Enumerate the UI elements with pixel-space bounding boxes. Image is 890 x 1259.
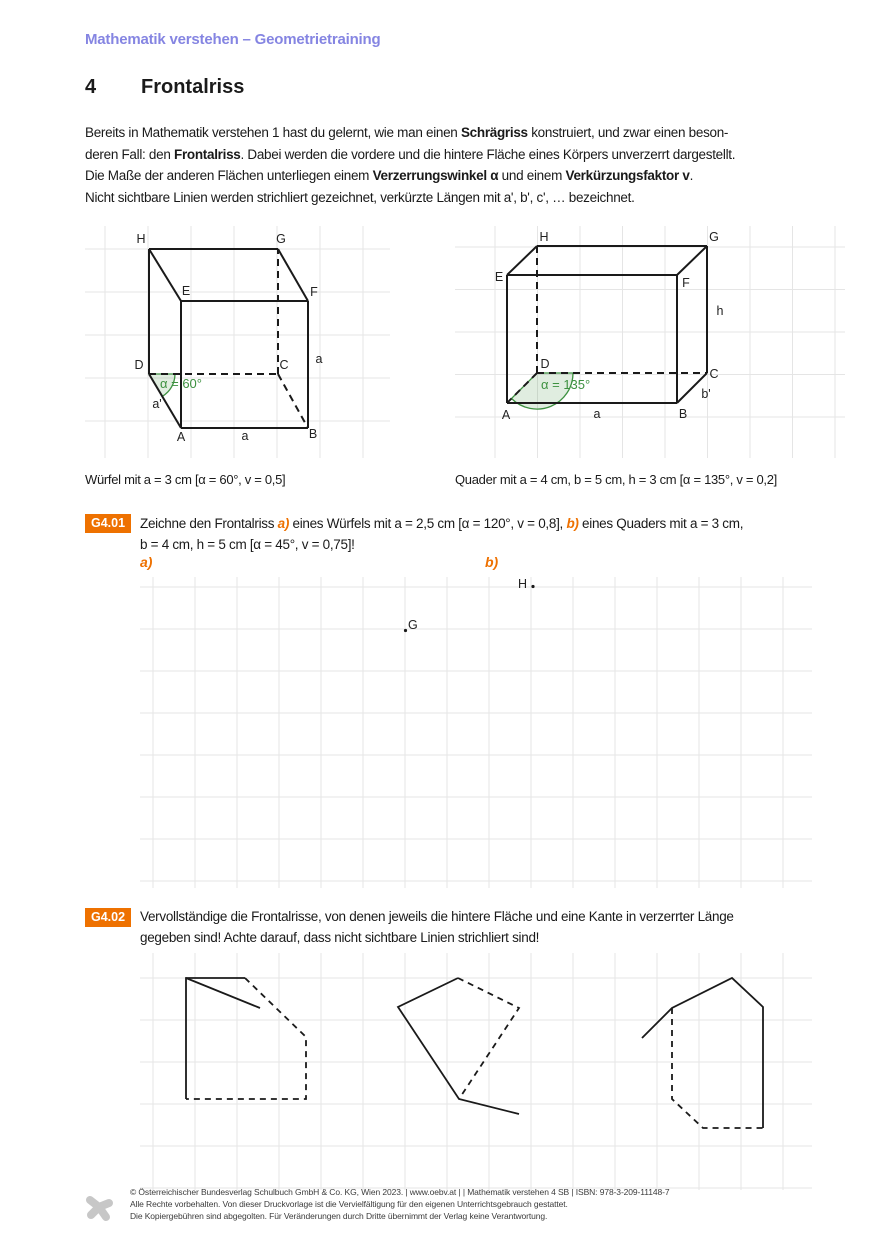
point-dot — [531, 585, 534, 588]
part-a-label: a) — [140, 554, 153, 570]
vertex-label-H: H — [136, 232, 146, 246]
intro-line-4: Nicht sichtbare Linien werden strichliert gezeichnet, verkürzte Längen mit a', b', c', … bezeichnet. — [85, 189, 635, 205]
given-point-G — [404, 618, 418, 632]
vertex-label-H: H — [539, 230, 549, 244]
intro-line-1: Bereits in Mathematik verstehen 1 hast du gelernt, wie man einen Schrägriss konstruiert, und zwar einen beson- — [85, 125, 729, 140]
vertex-label-A: A — [501, 408, 511, 422]
g402-drawing-grid — [140, 953, 812, 1190]
vertex-label-D: D — [540, 357, 550, 371]
g401-drawing-grid — [140, 577, 812, 888]
edge-label-b-prime: b' — [701, 387, 711, 401]
vertex-label-A: A — [176, 430, 186, 444]
part-b-label: b) — [485, 554, 499, 570]
cube-caption: Würfel mit a = 3 cm [α = 60°, v = 0,5] — [85, 472, 286, 487]
exercise-g401-line-2: b = 4 cm, h = 5 cm [α = 45°, v = 0,75]! — [140, 537, 355, 552]
exercise-g402-text — [140, 906, 734, 948]
partial-figure-2 — [398, 978, 519, 1114]
vertex-label-C: C — [279, 358, 289, 372]
chapter-title: Frontalriss — [141, 76, 245, 98]
cube-vertex-labels — [134, 232, 322, 444]
page-title — [85, 76, 244, 99]
exercise-g402-line-2: gegeben sind! Achte darauf, dass nicht sichtbare Linien strichliert sind! — [140, 930, 540, 945]
series-title: Mathematik verstehen – Geometrietraining — [85, 31, 381, 48]
angle-label-135deg: α = 135° — [541, 377, 591, 392]
vertex-label-B: B — [678, 407, 688, 421]
exercise-badge-g402: G4.02 — [85, 908, 131, 927]
given-point-H — [518, 577, 535, 591]
exercise-badge-g401: G4.01 — [85, 514, 131, 533]
grid-paper — [85, 226, 390, 458]
vertex-label-E: E — [494, 270, 504, 284]
partial-figure-1 — [186, 978, 306, 1099]
cuboid-caption: Quader mit a = 4 cm, b = 5 cm, h = 3 cm [α = 135°, v = 0,2] — [455, 472, 777, 487]
grid-paper — [140, 577, 812, 888]
vertex-label-F: F — [310, 285, 318, 299]
vertex-label-B: B — [308, 427, 318, 441]
intro-paragraph — [85, 122, 735, 208]
vertex-label-G: G — [709, 230, 719, 244]
vertex-label-F: F — [682, 276, 690, 290]
angle-label-60deg: α = 60° — [160, 376, 202, 391]
exercise-g402-line-1: Vervollständige die Frontalrisse, von denen jeweils die hintere Fläche und eine Kante in verzerrter Länge — [140, 909, 734, 924]
point-label: H — [518, 577, 528, 591]
footer-line-2: Alle Rechte vorbehalten. Von dieser Druckvorlage ist die Vervielfältigung für den eigenen Unterrichtsgebrauch gestattet. — [130, 1199, 568, 1209]
intro-line-3: Die Maße der anderen Flächen unterliegen einem Verzerrungswinkel α und einem Verkürzungsfaktor v. — [85, 168, 694, 183]
cube-frontalriss-diagram — [85, 226, 390, 458]
edge-label-a: a — [593, 407, 601, 421]
point-dot — [404, 629, 407, 632]
vertex-label-G: G — [276, 232, 286, 246]
exercise-g401-text — [140, 513, 743, 555]
edge-label-a-bottom: a — [241, 429, 249, 443]
vertex-label-D: D — [134, 358, 144, 372]
cube-visible-edges — [149, 249, 308, 428]
chapter-number: 4 — [85, 76, 97, 98]
footer-line-3: Die Kopiergebühren sind abgegolten. Für Veränderungen durch Dritte übernimmt der Verlag keine Verantwortung. — [130, 1211, 548, 1221]
footer-line-1: © Österreichischer Bundesverlag Schulbuch GmbH & Co. KG, Wien 2023. | www.oebv.at | | Mathematik verstehen 4 SB | ISBN: 978-3-209-11148-7 — [130, 1187, 670, 1197]
edge-label-a-right: a — [315, 352, 323, 366]
vertex-label-C: C — [709, 367, 719, 381]
intro-line-2: deren Fall: den Frontalriss. Dabei werden die vordere und die hintere Fläche eines Körpers unverzerrt dargestellt. — [85, 146, 736, 162]
partial-figure-3 — [642, 978, 763, 1128]
grid-paper — [455, 226, 845, 458]
vertex-label-E: E — [181, 284, 191, 298]
cube-hidden-edges — [149, 249, 308, 428]
point-label: G — [408, 618, 418, 632]
cuboid-frontalriss-diagram — [455, 226, 845, 458]
exercise-g401-line-1: Zeichne den Frontalriss a) eines Würfels mit a = 2,5 cm [α = 120°, v = 0,8], b) eines Quaders mit a = 3 cm, — [140, 516, 744, 531]
footer-imprint — [130, 1186, 670, 1222]
edge-label-a-prime: a' — [152, 397, 162, 411]
edge-label-h: h — [716, 304, 724, 318]
publisher-logo-icon — [83, 1191, 115, 1223]
